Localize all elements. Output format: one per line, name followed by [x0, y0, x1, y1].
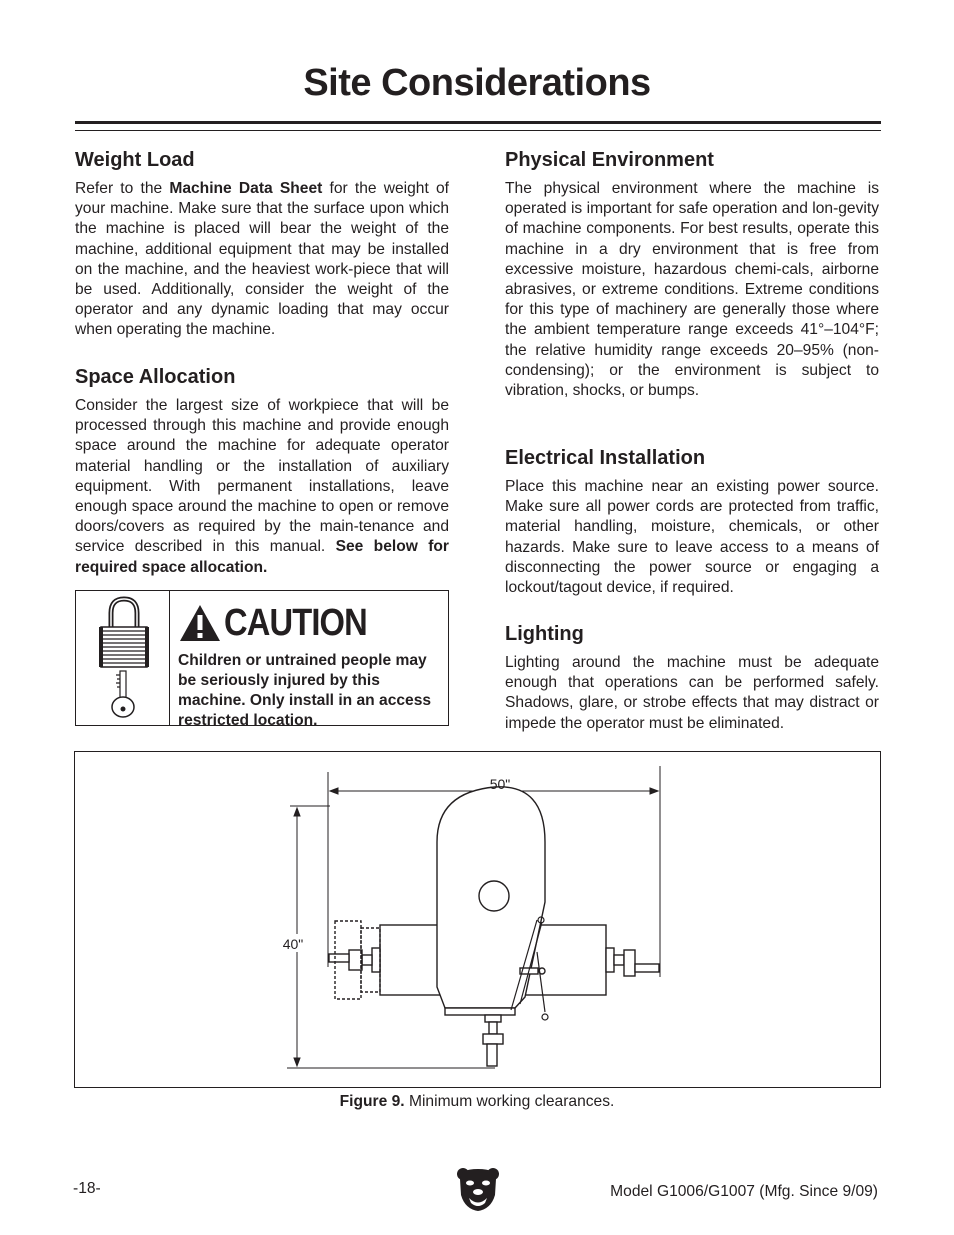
caution-label: CAUTION: [224, 601, 367, 644]
weight-load-text: Refer to the Machine Data Sheet for the weight of your machine. Make sure that the surface upon which the machine is placed will bear the weight of the machine, additional equipment that may be installed on the machine, and the heaviest work-piece that will be used. Additionally, consider the weight of the operator and any dynamic loading that may occur when operating the machine.: [75, 180, 449, 339]
caution-text: Children or untrained people may be seriously injured by this machine. Only install in an access restricted location.: [178, 652, 432, 729]
physical-environment-heading: Physical Environment: [505, 149, 714, 171]
warning-triangle-icon: [178, 603, 222, 643]
weight-load-section: [75, 148, 449, 341]
page-title: Site Considerations: [303, 62, 651, 104]
model-label: Model G1006/G1007 (Mfg. Since 9/09): [610, 1183, 878, 1200]
space-allocation-section: [75, 365, 449, 578]
lighting-heading: Lighting: [505, 623, 584, 645]
weight-load-heading: Weight Load: [75, 149, 195, 171]
lighting-text: Lighting around the machine must be adequate enough that operations can be performed safely. Shadows, glare, or strobe effects that may distract or impede the operator must be eliminated.: [505, 654, 879, 732]
space-allocation-text: Consider the largest size of workpiece that will be processed through this machine and provide enough space around the machine for adequate operator material handling or the installation of auxiliary equipment. With permanent installations, leave enough space around the machine to open or remove doors/covers as required by the main-tenance and service described in this manual. See below for required space allocation.: [75, 397, 449, 576]
space-allocation-heading: Space Allocation: [75, 366, 236, 388]
lighting-section: [505, 622, 879, 734]
electrical-installation-heading: Electrical Installation: [505, 447, 706, 469]
clearance-diagram: [75, 752, 880, 1087]
electrical-installation-text: Place this machine near an existing power source. Make sure all power cords are protected from traffic, material handling, moisture, chemicals, or other hazards. Make sure to leave access to a means of disconnecting the power source or engaging a lockout/tagout device, if required.: [505, 478, 879, 597]
physical-environment-text: The physical environment where the machine is operated is important for safe operation and lon-gevity of machine components. For best results, operate this machine in a dry environment that is free from excessive moisture, hazardous chemi-cals, airborne abrasives, or extreme conditions. Extreme conditions for this type of machinery are generally those where the ambient temperature range exceeds 41°–104°F; the relative humidity range exceeds 20–95% (non-condensing); or the environment is subject to vibration, shocks, or bumps.: [505, 180, 879, 400]
bear-head-logo-icon: [455, 1165, 501, 1218]
width-dimension-label: 50": [489, 776, 511, 792]
title-rule-thin: [75, 130, 881, 131]
caution-banner: [178, 601, 440, 645]
caution-content: [170, 591, 448, 729]
physical-environment-section: [505, 148, 879, 401]
title-rule-thick: [75, 121, 881, 124]
padlock-key-icon: [76, 591, 170, 725]
clearance-figure: [74, 751, 881, 1088]
figure-caption: Figure 9. Minimum working clearances.: [339, 1093, 615, 1110]
caution-box: [75, 590, 449, 729]
height-dimension-label: 40": [282, 936, 304, 952]
page-number: -18-: [73, 1180, 101, 1197]
electrical-installation-section: [505, 446, 879, 598]
